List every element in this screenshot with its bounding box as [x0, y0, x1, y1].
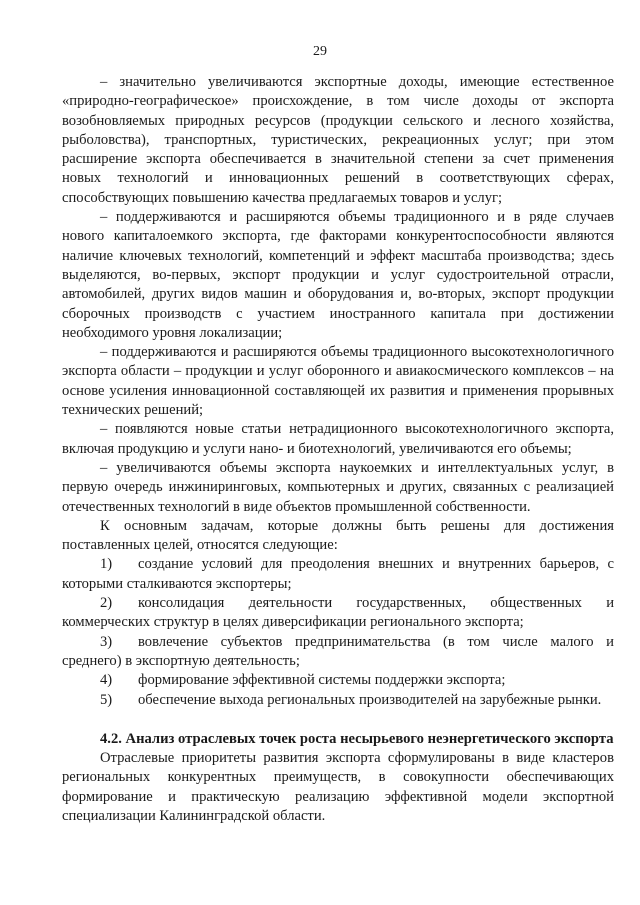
bullet-paragraph: – увеличиваются объемы экспорта наукоемких и интеллектуальных услуг, в первую очередь инжиниринговых, компьютерных и других, связанных с реализацией отечественных технологий в виде объектов промышленной собственности.: [62, 459, 614, 515]
bullet-paragraph: – поддерживаются и расширяются объемы традиционного высокотехнологичного экспорта области – продукции и услуг оборонного и авиакосмического комплексов – на основе усиления инновационной составляющей их развития и применения прорывных технических решений;: [62, 344, 614, 419]
page-content: [62, 73, 614, 826]
task-item: [62, 633, 614, 672]
task-number: 3): [100, 633, 113, 650]
task-item: [62, 555, 614, 594]
task-item: [62, 691, 614, 710]
tasks-intro: К основным задачам, которые должны быть решены для достижения поставленных целей, относятся следующие:: [62, 517, 614, 554]
task-text: обеспечение выхода региональных производителей на зарубежные рынки.: [138, 691, 602, 708]
task-item: [62, 671, 614, 690]
bullet-paragraph: – появляются новые статьи нетрадиционного высокотехнологичного экспорта, включая продукцию и услуги нано- и биотехнологий, увеличиваются его объемы;: [62, 421, 614, 457]
task-text: создание условий для преодоления внешних и внутренних барьеров, с которыми сталкиваются экспортеры;: [62, 556, 614, 592]
task-number: 1): [100, 556, 113, 573]
section-heading: 4.2. Анализ отраслевых точек роста несырьевого неэнергетического экспорта: [100, 730, 614, 747]
task-text: вовлечение субъектов предпринимательства (в том числе малого и среднего) в экспортную деятельность;: [62, 633, 614, 669]
task-text: консолидация деятельности государственных, общественных и коммерческих структур в целях диверсификации регионального экспорта;: [62, 595, 614, 631]
task-number: 4): [100, 672, 113, 689]
task-text: формирование эффективной системы поддержки экспорта;: [138, 672, 506, 689]
page-number: 29: [313, 44, 327, 59]
task-number: 5): [100, 691, 113, 708]
bullet-paragraph: – значительно увеличиваются экспортные доходы, имеющие естественное «природно-географическое» происхождение, в том числе доходы от экспорта возобновляемых природных ресурсов (продукции сельского и лесного хозяйства, рыболовства), транспортных, туристических, рекреационных услуг; при этом расширение экспорта обеспечивается в значительной степени за счет применения новых технологий и инновационных решений в соответствующих сферах, способствующих повышению качества предлагаемых товаров и услуг;: [62, 74, 614, 206]
section-paragraph: Отраслевые приоритеты развития экспорта сформулированы в виде кластеров региональных конкурентных преимуществ, в совокупности обеспечивающих формирование и практическую реализацию эффективной модели экспортной специализации Калининградской области.: [62, 750, 614, 824]
task-item: [62, 594, 614, 633]
task-number: 2): [100, 595, 113, 612]
bullet-paragraph: – поддерживаются и расширяются объемы традиционного и в ряде случаев нового капиталоемкого экспорта, где факторами конкурентоспособности являются наличие ключевых технологий, компетенций и эффект масштаба производства; здесь выделяются, во-первых, экспорт продукции и услуг судостроительной отрасли, автомобилей, других видов машин и оборудования и, во-вторых, экспорт продукции сборочных производств с участием иностранного капитала при достижении необходимого уровня локализации;: [62, 209, 614, 341]
